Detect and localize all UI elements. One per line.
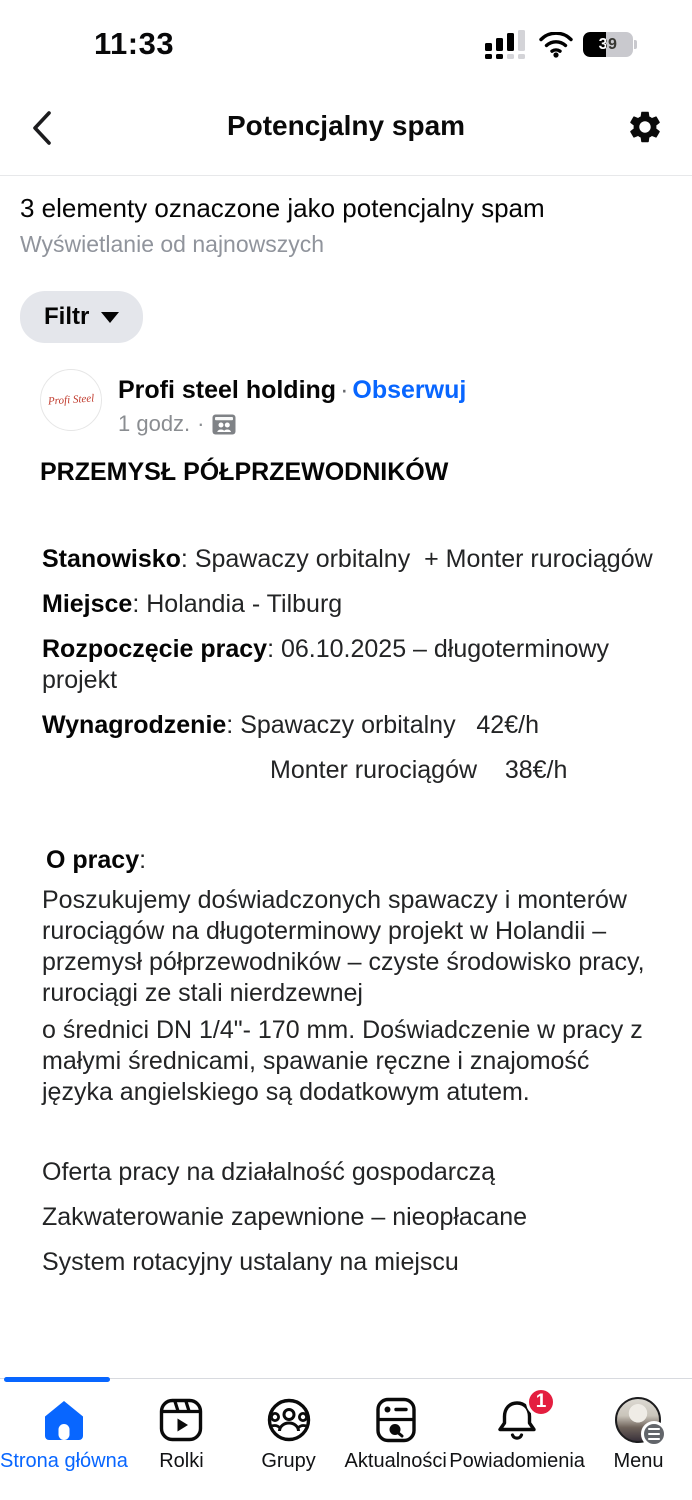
cellular-signal-icon <box>485 30 529 59</box>
field-location: Miejsce: Holandia - Tilburg <box>42 590 343 618</box>
follow-link[interactable]: Obserwuj <box>352 376 467 404</box>
notification-badge: 1 <box>526 1387 556 1417</box>
author-name[interactable]: Profi steel holding <box>118 376 337 404</box>
wifi-icon <box>539 32 573 58</box>
nav-groups[interactable] <box>235 1379 342 1500</box>
dot-separator: · <box>340 376 349 404</box>
about-heading: O pracy: <box>46 846 147 874</box>
dot-separator: · <box>197 411 205 436</box>
nav-menu-label: Menu <box>613 1450 664 1472</box>
post <box>0 369 692 1419</box>
post-headline: PRZEMYSŁ PÓŁPRZEWODNIKÓW <box>40 458 449 486</box>
post-body <box>0 544 692 1278</box>
field-start-date: Rozpoczęcie pracy: 06.10.2025 – długoterminowy projekt <box>42 635 616 694</box>
nav-groups-label: Grupy <box>261 1450 316 1472</box>
news-icon <box>373 1397 419 1443</box>
spam-summary-subtitle: Wyświetlanie od najnowszych <box>20 231 325 257</box>
avatar[interactable] <box>40 369 102 431</box>
spam-summary-title: 3 elementy oznaczone jako potencjalny spam <box>20 193 545 223</box>
field-position: Stanowisko: Spawaczy orbitalny + Monter rurociągów <box>42 545 653 573</box>
battery-icon <box>583 32 633 57</box>
about-paragraph-2: o średnici DN 1/4"- 170 mm. Doświadczenie w pracy z małymi średnicami, spawanie ręczne i znajomość języka angielskiego są dodatkowym atutem. <box>42 1016 643 1106</box>
status-bar <box>0 0 692 80</box>
field-wage-line2: Monter rurociągów 38€/h <box>270 756 568 784</box>
home-icon <box>41 1397 87 1443</box>
settings-button[interactable] <box>624 106 666 148</box>
page-header <box>0 80 692 176</box>
group-audience-icon <box>212 414 236 435</box>
field-wage: Wynagrodzenie: Spawaczy orbitalny 42€/h <box>42 711 539 739</box>
nav-news[interactable] <box>342 1379 449 1500</box>
perk-item: Oferta pracy na działalność gospodarczą <box>42 1158 496 1186</box>
nav-menu[interactable] <box>585 1379 692 1500</box>
nav-notifications-label: Powiadomienia <box>449 1450 585 1472</box>
filter-button[interactable] <box>20 291 143 343</box>
perk-item: System rotacyjny ustalany na miejscu <box>42 1248 459 1276</box>
perk-item: Zakwaterowanie zapewnione – nieopłacane <box>42 1203 528 1231</box>
nav-reels[interactable] <box>128 1379 235 1500</box>
spam-summary <box>0 176 692 258</box>
about-paragraph-1: Poszukujemy doświadczonych spawaczy i monterów rurociągów na długoterminowy projekt w Holandii – przemysł półprzewodników – czyste środowisko pracy, rurociągi ze stali nierdzewnej <box>42 886 645 1007</box>
post-timestamp: 1 godz. <box>118 411 191 436</box>
groups-icon <box>266 1397 312 1443</box>
page-title: Potencjalny spam <box>226 110 466 141</box>
avatar-logo-text: Profi Steel <box>47 391 95 408</box>
nav-news-label: Aktualności <box>344 1450 447 1472</box>
gear-icon <box>626 108 664 146</box>
nav-reels-label: Rolki <box>159 1450 204 1472</box>
chevron-down-icon <box>101 312 119 323</box>
filter-label: Filtr <box>44 303 90 330</box>
reels-icon <box>158 1397 204 1443</box>
nav-home[interactable] <box>0 1379 128 1500</box>
nav-home-label: Strona główna <box>0 1450 128 1472</box>
hamburger-badge-icon <box>641 1421 667 1447</box>
battery-percent: 39 <box>598 35 618 53</box>
nav-notifications[interactable] <box>449 1379 585 1500</box>
clock: 11:33 <box>94 26 175 61</box>
bottom-navigation <box>0 1378 692 1500</box>
